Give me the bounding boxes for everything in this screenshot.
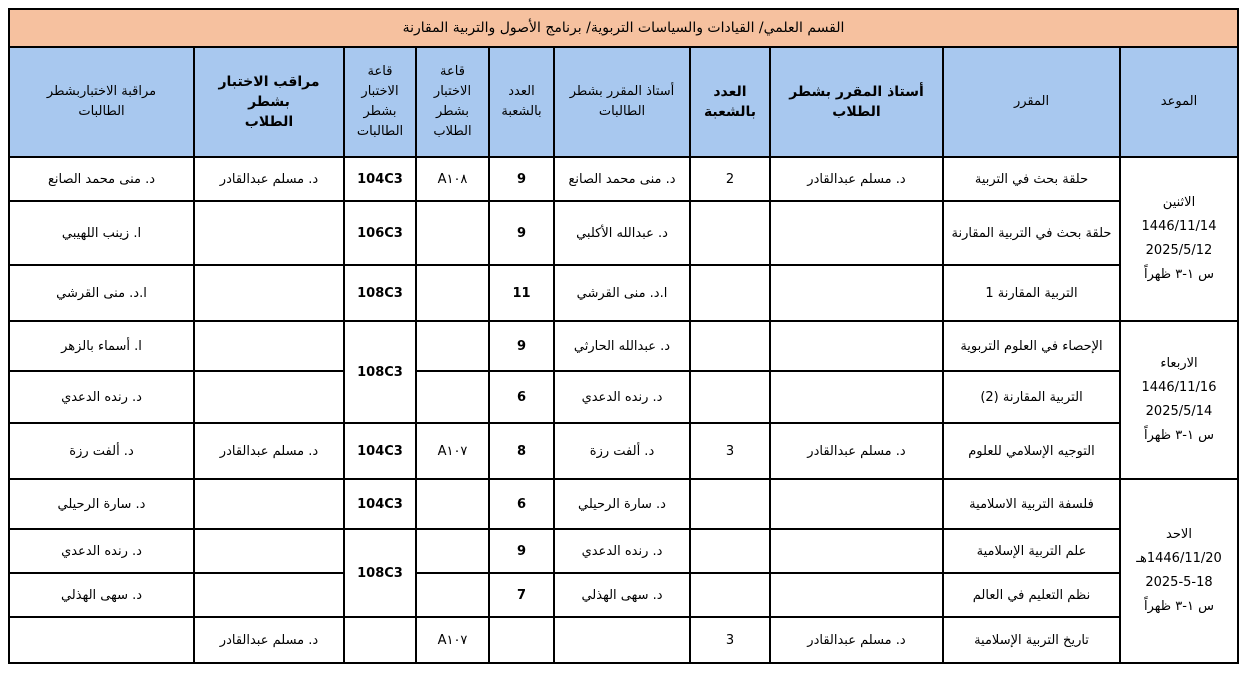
instructor-female-cell: د. عبدالله الأكلبي [554, 201, 690, 265]
proctor-female-cell: د. سارة الرحيلي [9, 479, 194, 529]
proctor-female-cell: ا. أسماء بالزهر [9, 321, 194, 371]
header-instructor-male: أستاذ المقرر بشطر الطلاب [770, 47, 943, 157]
proctor-male-cell: د. مسلم عبدالقادر [194, 157, 344, 201]
proctor-female-cell: د. سهى الهذلي [9, 573, 194, 617]
count-female-cell: 9 [489, 529, 554, 573]
room-female-cell: 108C3 [344, 529, 416, 617]
course-cell: التوجيه الإسلامي للعلوم [943, 423, 1120, 479]
instructor-female-cell: د. عبدالله الحارثي [554, 321, 690, 371]
room-female-cell: 104C3 [344, 157, 416, 201]
room-female-cell: 106C3 [344, 201, 416, 265]
room-female-cell: 104C3 [344, 423, 416, 479]
day-cell: الاربعاء 1446/11/16 2025/5/14 س ١-٣ ظهراً [1120, 321, 1238, 479]
instructor-male-cell [770, 265, 943, 321]
count-female-cell: 8 [489, 423, 554, 479]
header-instructor-female: أستاذ المقرر بشطر الطالبات [554, 47, 690, 157]
instructor-male-cell [770, 201, 943, 265]
count-male-cell [690, 573, 770, 617]
table-row [9, 423, 1238, 479]
room-male-cell [416, 529, 489, 573]
count-female-cell: 7 [489, 573, 554, 617]
room-female-cell [344, 617, 416, 663]
count-female-cell: 9 [489, 321, 554, 371]
room-male-cell [416, 321, 489, 371]
instructor-male-cell [770, 529, 943, 573]
count-female-cell: 6 [489, 479, 554, 529]
instructor-female-cell: د. سهى الهذلي [554, 573, 690, 617]
table-row [9, 201, 1238, 265]
proctor-male-cell [194, 371, 344, 423]
instructor-female-cell: د. ألفت رزة [554, 423, 690, 479]
room-male-cell [416, 265, 489, 321]
proctor-male-cell: د. مسلم عبدالقادر [194, 617, 344, 663]
course-cell: التربية المقارنة 1 [943, 265, 1120, 321]
count-male-cell: 2 [690, 157, 770, 201]
proctor-male-cell [194, 529, 344, 573]
count-female-cell [489, 617, 554, 663]
instructor-male-cell: د. مسلم عبدالقادر [770, 157, 943, 201]
count-male-cell [690, 321, 770, 371]
header-count-female: العدد بالشعبة [489, 47, 554, 157]
count-male-cell [690, 371, 770, 423]
table-row [9, 573, 1238, 617]
count-male-cell [690, 265, 770, 321]
course-cell: الإحصاء في العلوم التربوية [943, 321, 1120, 371]
room-male-cell: A١٠٨ [416, 157, 489, 201]
instructor-male-cell [770, 573, 943, 617]
proctor-female-cell: د. ألفت رزة [9, 423, 194, 479]
proctor-male-cell: د. مسلم عبدالقادر [194, 423, 344, 479]
page-title: القسم العلمي/ القيادات والسياسات التربوية/ برنامج الأصول والتربية المقارنة [9, 9, 1238, 47]
count-female-cell: 9 [489, 157, 554, 201]
header-proctor-female: مراقبة الاختباربشطر الطالبات [9, 47, 194, 157]
proctor-male-cell [194, 321, 344, 371]
count-female-cell: 9 [489, 201, 554, 265]
header-count-male: العدد بالشعبة [690, 47, 770, 157]
course-cell: تاريخ التربية الإسلامية [943, 617, 1120, 663]
course-cell: فلسفة التربية الاسلامية [943, 479, 1120, 529]
header-proctor-male: مراقب الاختبار بشطر الطلاب [194, 47, 344, 157]
instructor-male-cell [770, 321, 943, 371]
header-room-female: قاعة الاختبار بشطر الطالبات [344, 47, 416, 157]
room-female-cell: 104C3 [344, 479, 416, 529]
table-row [9, 479, 1238, 529]
schedule-sheet [8, 8, 1237, 664]
instructor-male-cell [770, 479, 943, 529]
instructor-female-cell [554, 617, 690, 663]
proctor-female-cell: د. منى محمد الصانع [9, 157, 194, 201]
room-male-cell [416, 201, 489, 265]
room-male-cell [416, 371, 489, 423]
instructor-female-cell: د. رنده الدعدي [554, 371, 690, 423]
room-female-cell: 108C3 [344, 321, 416, 423]
header-room-male: قاعة الاختبار بشطر الطلاب [416, 47, 489, 157]
instructor-female-cell: د. منى محمد الصانع [554, 157, 690, 201]
table-row [9, 617, 1238, 663]
proctor-male-cell [194, 479, 344, 529]
course-cell: التربية المقارنة (2) [943, 371, 1120, 423]
table-row [9, 157, 1238, 201]
room-male-cell [416, 573, 489, 617]
count-male-cell [690, 201, 770, 265]
proctor-male-cell [194, 573, 344, 617]
count-male-cell: 3 [690, 423, 770, 479]
proctor-female-cell: ا.د. منى القرشي [9, 265, 194, 321]
proctor-male-cell [194, 265, 344, 321]
count-male-cell [690, 479, 770, 529]
room-male-cell: A١٠٧ [416, 617, 489, 663]
proctor-female-cell: د. رنده الدعدي [9, 529, 194, 573]
instructor-male-cell: د. مسلم عبدالقادر [770, 423, 943, 479]
course-cell: حلقة بحث في التربية المقارنة [943, 201, 1120, 265]
count-male-cell: 3 [690, 617, 770, 663]
day-cell: الاثنين 1446/11/14 2025/5/12 س ١-٣ ظهراً [1120, 157, 1238, 321]
table-row [9, 321, 1238, 371]
instructor-male-cell [770, 371, 943, 423]
count-female-cell: 11 [489, 265, 554, 321]
instructor-male-cell: د. مسلم عبدالقادر [770, 617, 943, 663]
proctor-female-cell: ا. زينب اللهيبي [9, 201, 194, 265]
instructor-female-cell: د. رنده الدعدي [554, 529, 690, 573]
table-row [9, 529, 1238, 573]
proctor-female-cell: د. رنده الدعدي [9, 371, 194, 423]
table-row [9, 265, 1238, 321]
instructor-female-cell: ا.د. منى القرشي [554, 265, 690, 321]
proctor-male-cell [194, 201, 344, 265]
proctor-female-cell [9, 617, 194, 663]
course-cell: علم التربية الإسلامية [943, 529, 1120, 573]
table-row [9, 371, 1238, 423]
count-male-cell [690, 529, 770, 573]
header-date: الموعد [1120, 47, 1238, 157]
header-course: المقرر [943, 47, 1120, 157]
room-male-cell [416, 479, 489, 529]
room-female-cell: 108C3 [344, 265, 416, 321]
exam-schedule-table [8, 8, 1239, 664]
course-cell: حلقة بحث في التربية [943, 157, 1120, 201]
room-male-cell: A١٠٧ [416, 423, 489, 479]
count-female-cell: 6 [489, 371, 554, 423]
instructor-female-cell: د. سارة الرحيلي [554, 479, 690, 529]
day-cell: الاحد 1446/11/20هـ 2025-5-18 س ١-٣ ظهراً [1120, 479, 1238, 663]
course-cell: نظم التعليم في العالم [943, 573, 1120, 617]
